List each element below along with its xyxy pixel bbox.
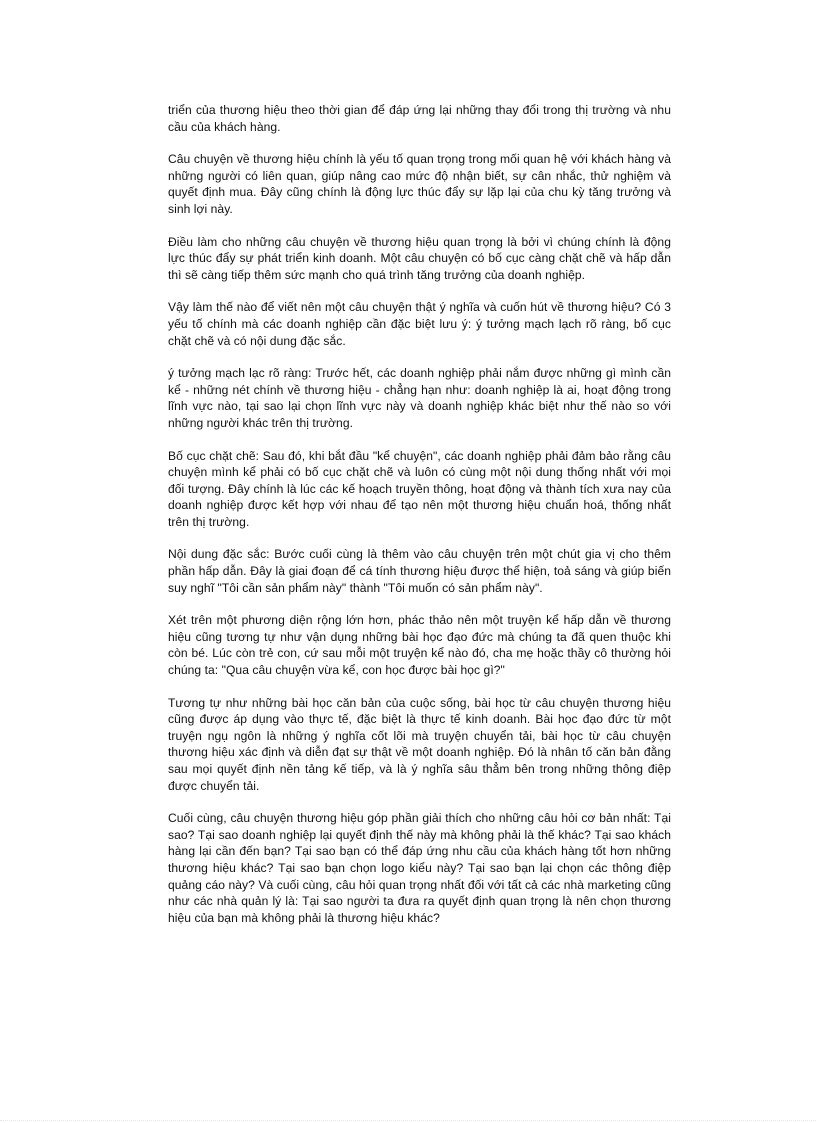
page-bottom-edge xyxy=(0,1120,816,1121)
paragraph-moral-lessons: Xét trên một phương diện rộng lớn hơn, phác thảo nên một truyện kể hấp dẫn về thương hiệu cũng tương tự như vận dụng những bài học đạo đức mà chúng ta đã quen thuộc khi còn bé. Lúc còn trẻ con, cứ sau mỗi một truyện kể nào đó, cha mẹ hoặc thầy cô thường hỏi chúng ta: "Qua câu chuyện vừa kể, con học được bài học gì?" xyxy=(168,613,671,678)
paragraph-business-growth: Điều làm cho những câu chuyện về thương hiệu quan trọng là bởi vì chúng chính là động lực thúc đẩy sự phát triển kinh doanh. Một câu chuyện có bố cục càng chặt chẽ và hấp dẫn thì sẽ càng tiếp thêm sức mạnh cho quá trình tăng trưởng của doanh nghiệp. xyxy=(168,234,671,282)
paragraph-tight-structure: Bố cục chặt chẽ: Sau đó, khi bắt đầu "kể chuyện", các doanh nghiệp phải đảm bảo rằng câu chuyện mình kể phải có bố cục chặt chẽ và luôn có cùng một nội dung thống nhất với mọi đối tượng. Đây chính là lúc các kế hoạch truyền thông, hoạt động và thành tích xưa nay của doanh nghiệp được kết hợp với nhau để tạo nên một thương hiệu chuẩn hoá, thống nhất trên thị trường. xyxy=(168,448,671,529)
paragraph-brand-story-importance: Câu chuyện về thương hiệu chính là yếu tố quan trọng trong mối quan hệ với khách hàng và những người có liên quan, giúp nâng cao mức độ nhận biết, sự cân nhắc, thử nghiệm và quyết định mua. Đây cũng chính là động lực thúc đẩy sự lặp lại của chu kỳ tăng trưởng và sinh lợi này. xyxy=(168,152,671,216)
document-page xyxy=(168,102,671,942)
paragraph-clear-idea: ý tưởng mạch lạc rõ ràng: Trước hết, các doanh nghiệp phải nắm được những gì mình cần kể - những nét chính về thương hiệu - chẳng hạn như: doanh nghiệp là ai, hoạt động trong lĩnh vực nào, tại sao lại chọn lĩnh vực này và doanh nghiệp khác biệt như thế nào so với những người khác trên thị trường. xyxy=(168,366,671,430)
paragraph-distinctive-content: Nội dung đặc sắc: Bước cuối cùng là thêm vào câu chuyện trên một chút gia vị cho thêm phần hấp dẫn. Đây là giai đoạn để cá tính thương hiệu được thể hiện, toả sáng và giúp biến suy nghĩ "Tôi cần sản phẩm này" thành "Tôi muốn có sản phẩm này". xyxy=(168,547,671,595)
paragraph-why-questions: Cuối cùng, câu chuyện thương hiệu góp phần giải thích cho những câu hỏi cơ bản nhất: Tại sao? Tại sao doanh nghiệp lại quyết định thế này mà không phải là thế khác? Tại sao khách hàng lại cần đến bạn? Tại sao bạn có thể đáp ứng nhu cầu của khách hàng tốt hơn những thương hiệu khác? Tại sao bạn chọn logo kiểu này? Tại sao bạn lại chọn các thông điệp quảng cáo này? Và cuối cùng, câu hỏi quan trọng nhất đối với tất cả các nhà marketing cũng như các nhà quản lý là: Tại sao người ta đưa ra quyết định quan trọng là nên chọn thương hiệu của bạn mà không phải là thương hiệu khác? xyxy=(168,811,671,925)
paragraph-continuation: triển của thương hiệu theo thời gian để đáp ứng lại những thay đổi trong thị trường và nhu cầu của khách hàng. xyxy=(168,103,671,134)
paragraph-business-lessons: Tương tự như những bài học căn bản của cuộc sống, bài học từ câu chuyện thương hiệu cũng được áp dụng vào thực tế, đặc biệt là thực tế kinh doanh. Bài học đạo đức từ một truyện ngụ ngôn là những ý nghĩa cốt lõi mà truyện chuyển tải, bài học từ câu chuyện thương hiệu xác định và diễn đạt sự thật về một doanh nghiệp. Đó là nhân tố căn bản đằng sau mọi quyết định nền tảng kế tiếp, và là ý nghĩa sâu thẳm bên trong những thông điệp được chuyển tải. xyxy=(168,695,671,793)
paragraph-three-elements: Vậy làm thế nào để viết nên một câu chuyện thật ý nghĩa và cuốn hút về thương hiệu? Có 3 yếu tố chính mà các doanh nghiệp cần đặc biệt lưu ý: ý tưởng mạch lạch rõ ràng, bố cục chặt chẽ và có nội dung đặc sắc. xyxy=(168,300,671,348)
